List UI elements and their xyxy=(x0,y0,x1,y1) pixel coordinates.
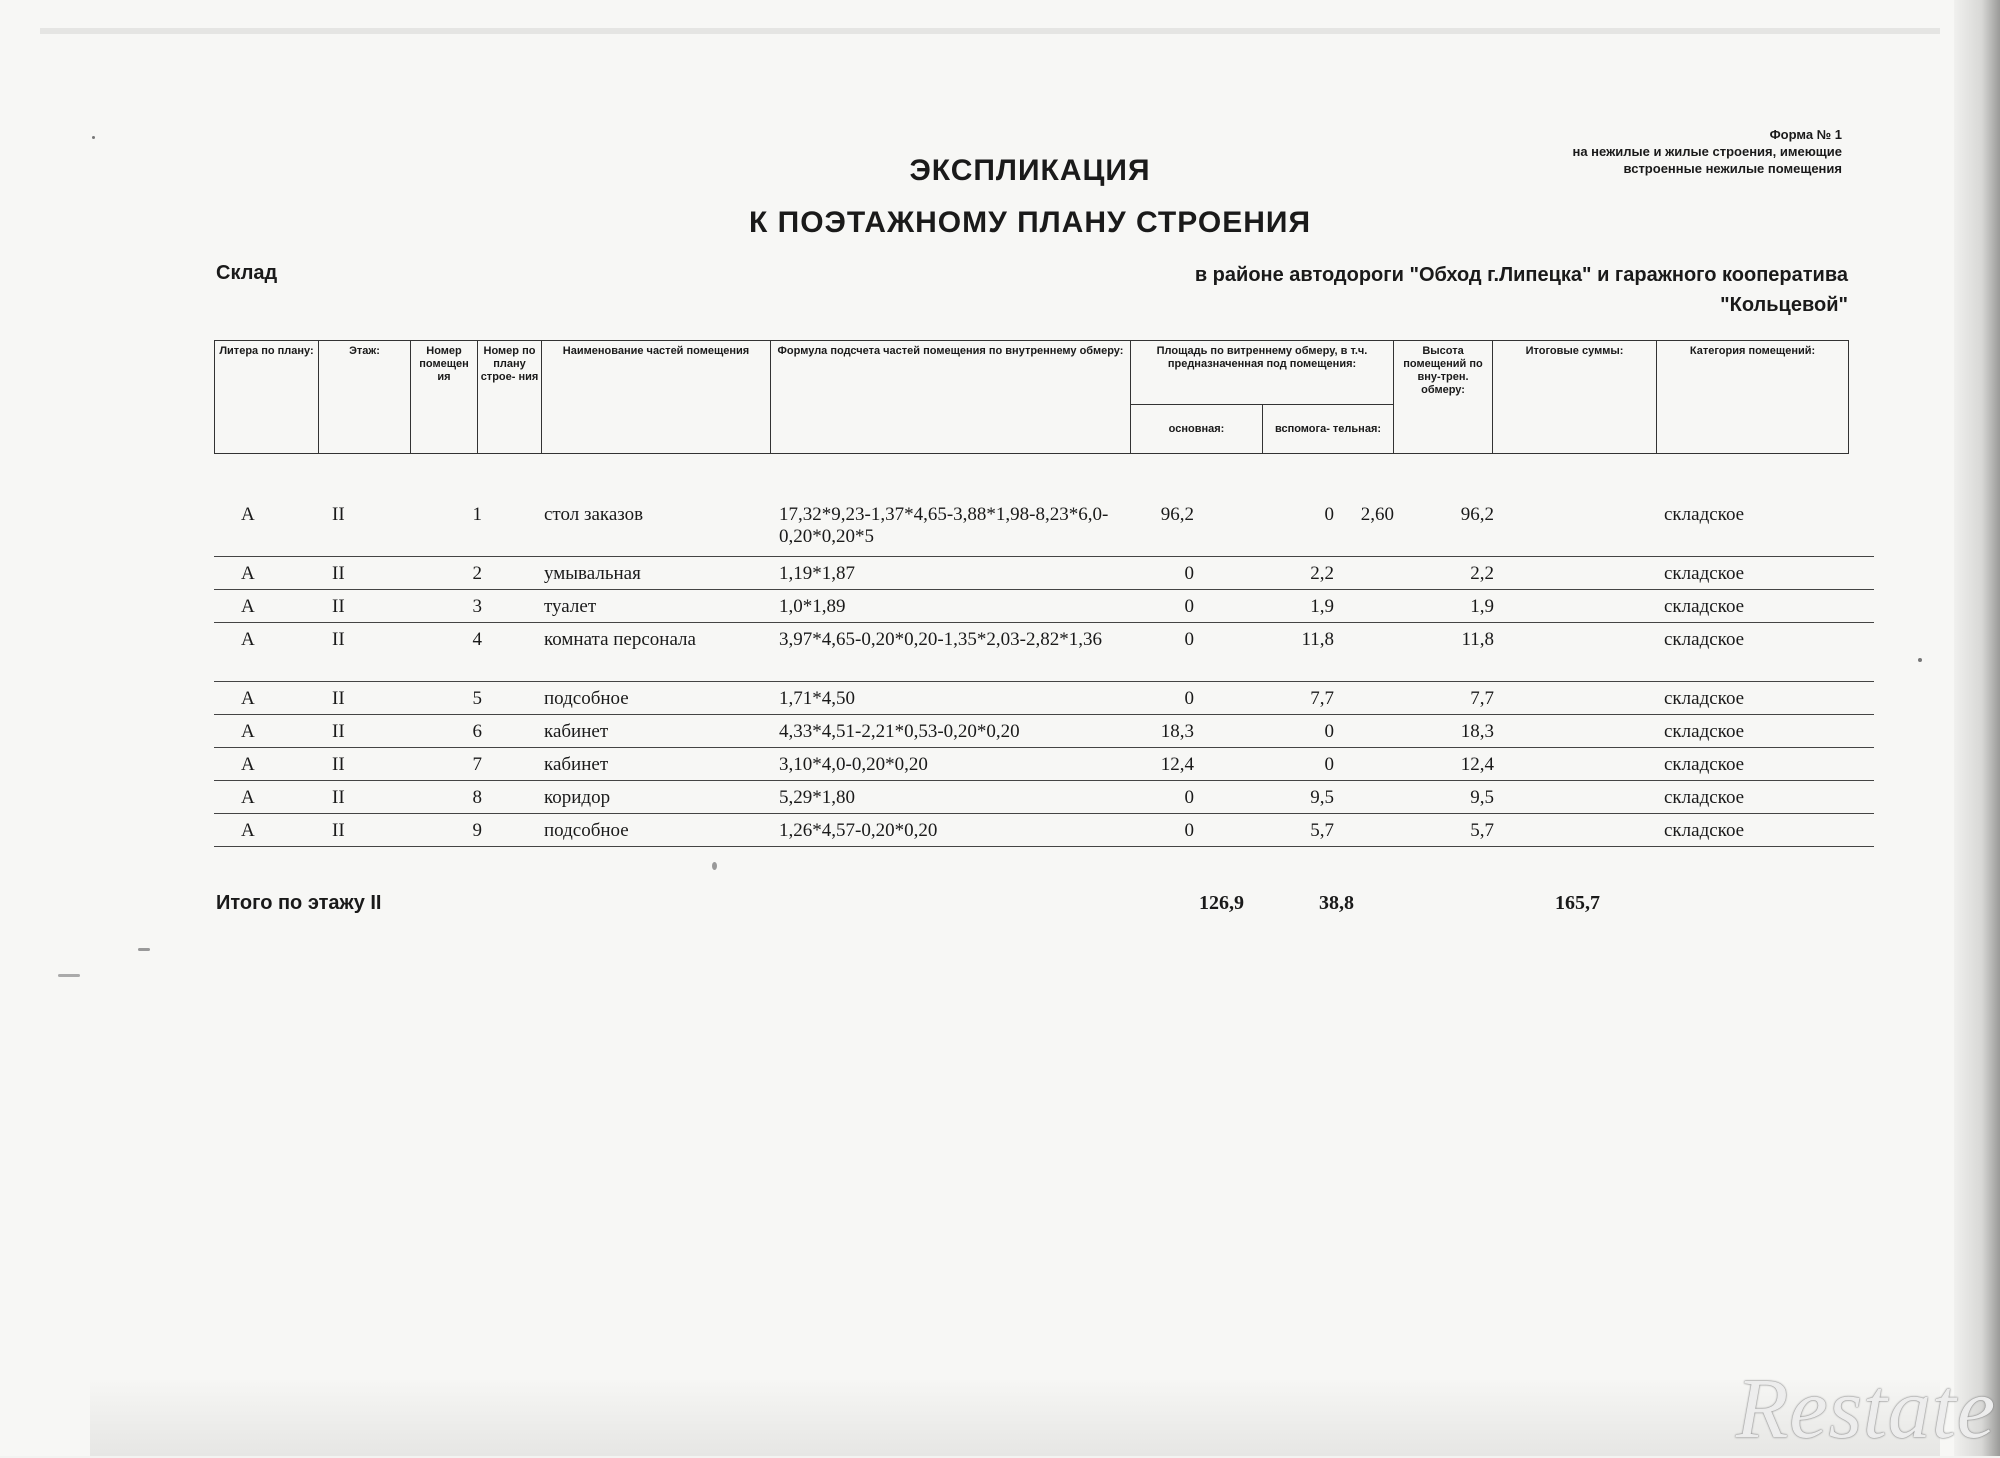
document-title: ЭКСПЛИКАЦИЯ xyxy=(909,154,1151,187)
cell-formula: 1,0*1,89 xyxy=(779,596,846,617)
cell-formula: 1,26*4,57-0,20*0,20 xyxy=(779,820,938,841)
cell-category: складское xyxy=(1664,596,1745,617)
cell-name: кабинет xyxy=(544,754,609,775)
cell-total: 1,9 xyxy=(1470,596,1494,617)
table-header xyxy=(214,340,1849,454)
cell-area-main: 0 xyxy=(1184,688,1194,709)
cell-number: 5 xyxy=(472,688,482,709)
cell-formula: 1,19*1,87 xyxy=(779,563,855,584)
cell-floor: II xyxy=(332,688,345,709)
cell-litera: А xyxy=(241,563,255,584)
form-note-line: встроенные нежилые помещения xyxy=(1623,161,1842,176)
cell-height: 2,60 xyxy=(1360,504,1394,525)
cell-floor: II xyxy=(332,754,345,775)
cell-category: складское xyxy=(1664,563,1745,584)
cell-formula: 4,33*4,51-2,21*0,53-0,20*0,20 xyxy=(779,721,1020,742)
object-address xyxy=(1195,260,1848,320)
scan-speck xyxy=(138,948,150,951)
cell-total: 11,8 xyxy=(1461,629,1494,650)
cell-floor: II xyxy=(332,629,345,650)
address-line: в районе автодороги "Обход г.Липецка" и гаражного кооператива xyxy=(1194,264,1848,286)
cell-floor: II xyxy=(332,721,345,742)
header-area: Площадь по витреннему обмеру, в т.ч. предназначенная под помещения: xyxy=(1131,341,1394,405)
cell-area-main: 0 xyxy=(1184,596,1194,617)
cell-total: 12,4 xyxy=(1460,754,1494,775)
cell-total: 96,2 xyxy=(1460,504,1494,525)
header-room-name: Наименование частей помещения xyxy=(542,341,771,454)
cell-litera: А xyxy=(241,629,255,650)
cell-number: 8 xyxy=(472,787,482,808)
cell-area-aux: 0 xyxy=(1324,504,1334,525)
table-row xyxy=(214,557,1874,590)
cell-area-aux: 11,8 xyxy=(1301,629,1334,650)
cell-number: 4 xyxy=(472,629,482,650)
cell-name: подсобное xyxy=(544,820,629,841)
cell-litera: А xyxy=(241,787,255,808)
scan-speck xyxy=(712,862,717,870)
table-row xyxy=(214,682,1874,715)
cell-formula: 3,10*4,0-0,20*0,20 xyxy=(779,754,928,775)
cell-area-aux: 2,2 xyxy=(1310,563,1334,584)
cell-total: 7,7 xyxy=(1470,688,1494,709)
cell-total: 2,2 xyxy=(1470,563,1494,584)
cell-category: складское xyxy=(1664,820,1745,841)
header-totals: Итоговые суммы: xyxy=(1493,341,1657,454)
table-row xyxy=(214,623,1874,682)
cell-area-aux: 7,7 xyxy=(1310,688,1334,709)
cell-formula: 1,71*4,50 xyxy=(779,688,855,709)
header-floor: Этаж: xyxy=(319,341,411,454)
table-row xyxy=(214,748,1874,781)
cell-total: 5,7 xyxy=(1470,820,1494,841)
cell-area-aux: 9,5 xyxy=(1310,787,1334,808)
header-room-number: Номер помещен ия xyxy=(411,341,478,454)
scan-speck xyxy=(1918,658,1922,662)
cell-formula: 3,97*4,65-0,20*0,20-1,35*2,03-2,82*1,36 xyxy=(779,629,1102,650)
table-row xyxy=(214,814,1874,847)
cell-litera: А xyxy=(241,820,255,841)
cell-category: складское xyxy=(1664,629,1745,650)
cell-total: 18,3 xyxy=(1460,721,1494,742)
cell-name: умывальная xyxy=(544,563,641,584)
floor-total-label: Итого по этажу II xyxy=(216,892,382,914)
document-subtitle: К ПОЭТАЖНОМУ ПЛАНУ СТРОЕНИЯ xyxy=(748,206,1312,239)
header-plan-number: Номер по плану строе- ния xyxy=(478,341,542,454)
cell-name: коридор xyxy=(544,787,611,808)
cell-area-main: 0 xyxy=(1184,820,1194,841)
cell-category: складское xyxy=(1664,688,1745,709)
cell-number: 3 xyxy=(472,596,482,617)
table-row xyxy=(214,781,1874,814)
scan-edge-top xyxy=(40,28,1940,34)
header-litera: Литера по плану: xyxy=(215,341,319,454)
floor-total-aux: 38,8 xyxy=(1319,892,1354,914)
cell-area-aux: 1,9 xyxy=(1310,596,1334,617)
header-category: Категория помещений: xyxy=(1657,341,1849,454)
form-note-line: на нежилые и жилые строения, имеющие xyxy=(1572,144,1842,159)
address-line: "Кольцевой" xyxy=(1720,294,1848,316)
cell-number: 7 xyxy=(472,754,482,775)
header-formula: Формула подсчета частей помещения по внутреннему обмеру: xyxy=(771,341,1131,454)
room-list xyxy=(214,498,1874,847)
cell-category: складское xyxy=(1664,504,1745,525)
cell-floor: II xyxy=(332,504,345,525)
cell-name: туалет xyxy=(544,596,597,617)
form-note-line: Форма № 1 xyxy=(1769,127,1842,142)
cell-area-main: 0 xyxy=(1184,629,1194,650)
cell-name: кабинет xyxy=(544,721,609,742)
cell-name: комната персонала xyxy=(544,629,696,650)
restate-watermark-logo: Restate xyxy=(1735,1360,1996,1456)
cell-total: 9,5 xyxy=(1470,787,1494,808)
scan-edge-bottom xyxy=(90,1380,1940,1456)
cell-area-main: 0 xyxy=(1184,563,1194,584)
cell-name: стол заказов xyxy=(544,504,644,525)
cell-litera: А xyxy=(241,596,255,617)
cell-number: 2 xyxy=(472,563,482,584)
scan-speck xyxy=(58,974,80,977)
cell-area-aux: 5,7 xyxy=(1310,820,1334,841)
cell-formula: 17,32*9,23-1,37*4,65-3,88*1,98-8,23*6,0-0,20*0,20*5 xyxy=(779,504,1109,547)
cell-name: подсобное xyxy=(544,688,629,709)
floor-total-main: 126,9 xyxy=(1199,892,1244,914)
cell-area-main: 0 xyxy=(1184,787,1194,808)
floor-total-sum: 165,7 xyxy=(1555,892,1600,914)
cell-floor: II xyxy=(332,787,345,808)
table-row xyxy=(214,715,1874,748)
cell-litera: А xyxy=(241,754,255,775)
cell-floor: II xyxy=(332,596,345,617)
cell-category: складское xyxy=(1664,787,1745,808)
header-area-main: основная: xyxy=(1131,405,1263,454)
cell-number: 6 xyxy=(472,721,482,742)
scan-speck xyxy=(92,136,95,139)
cell-area-aux: 0 xyxy=(1324,754,1334,775)
table-row xyxy=(214,498,1874,557)
cell-formula: 5,29*1,80 xyxy=(779,787,855,808)
table-row xyxy=(214,590,1874,623)
cell-area-main: 18,3 xyxy=(1160,721,1194,742)
cell-litera: А xyxy=(241,504,255,525)
object-name: Склад xyxy=(216,262,278,284)
cell-litera: А xyxy=(241,688,255,709)
header-area-aux: вспомога- тельная: xyxy=(1263,405,1394,454)
cell-floor: II xyxy=(332,563,345,584)
cell-number: 9 xyxy=(472,820,482,841)
cell-category: складское xyxy=(1664,721,1745,742)
cell-number: 1 xyxy=(472,504,482,525)
cell-area-main: 96,2 xyxy=(1160,504,1194,525)
cell-floor: II xyxy=(332,820,345,841)
header-height: Высота помещений по вну-трен. обмеру: xyxy=(1394,341,1493,454)
cell-category: складское xyxy=(1664,754,1745,775)
cell-area-aux: 0 xyxy=(1324,721,1334,742)
cell-area-main: 12,4 xyxy=(1160,754,1194,775)
cell-litera: А xyxy=(241,721,255,742)
